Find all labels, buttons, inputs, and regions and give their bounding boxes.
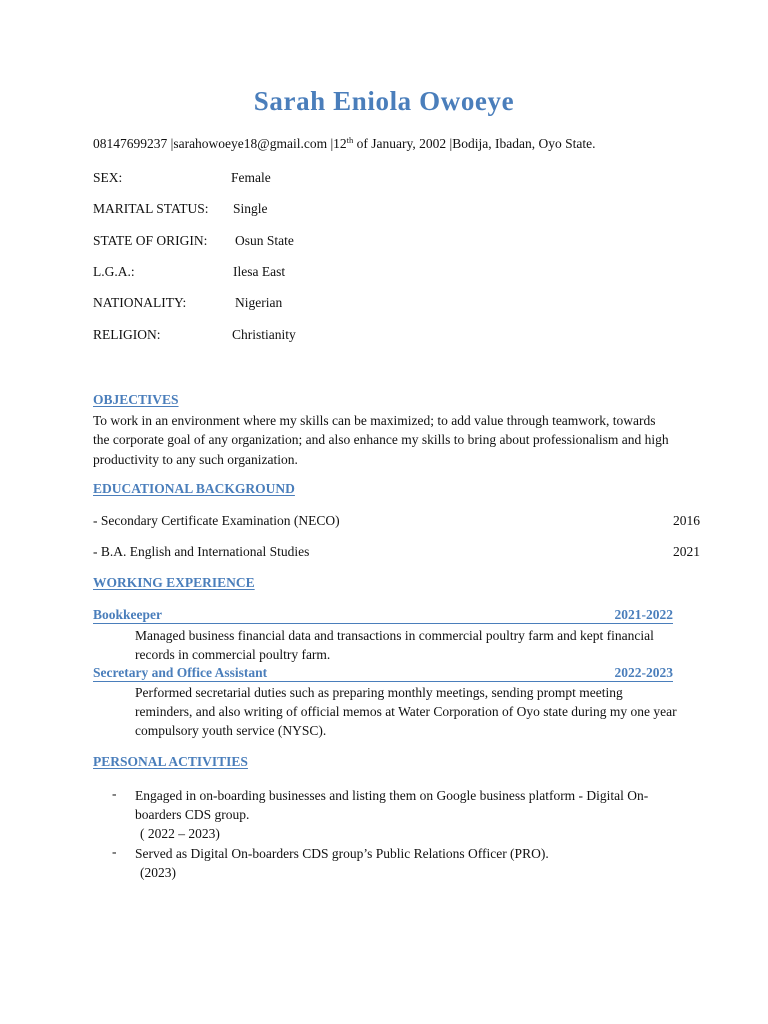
job-header	[93, 606, 673, 624]
date-ordinal-suffix: th	[346, 135, 354, 145]
info-label: STATE OF ORIGIN:	[93, 233, 208, 248]
job-description: Performed secretarial duties such as preparing monthly meetings, sending prompt meeting reminders, and also writing of official memos at Water Corporation of Oyo state during my one year compulsory youth service (NYSC).	[135, 685, 677, 739]
job-header	[93, 664, 673, 682]
bullet-dash: -	[112, 786, 117, 801]
info-label: MARITAL STATUS:	[93, 201, 209, 216]
info-value: Nigerian	[235, 295, 283, 310]
info-label: NATIONALITY:	[93, 295, 187, 310]
education-qualification: - B.A. English and International Studies	[93, 544, 310, 559]
contact-line	[93, 136, 595, 152]
education-year: 2021	[673, 544, 700, 559]
info-label: RELIGION:	[93, 327, 161, 342]
activities-heading: PERSONAL ACTIVITIES	[93, 754, 248, 769]
job-description: Managed business financial data and transactions in commercial poultry farm and kept financial records in commercial poultry farm.	[135, 628, 654, 663]
activity-item	[135, 786, 675, 844]
activity-period: (2023)	[140, 865, 176, 881]
contact-date-address: of January, 2002 |Bodija, Ibadan, Oyo State.	[353, 136, 596, 151]
experience-heading: WORKING EXPERIENCE	[93, 575, 255, 590]
activity-text: Engaged in on-boarding businesses and listing them on Google business platform - Digital On-boarders CDS group.	[135, 788, 649, 823]
objectives-heading: OBJECTIVES	[93, 392, 179, 407]
education-item	[93, 544, 700, 560]
objectives-text: To work in an environment where my skills can be maximized; to add value through teamwork, towards the corporate goal of any organization; and also enhance my skills to bring about professionalism and high productivity to any such organization.	[93, 413, 669, 467]
info-value: Single	[233, 201, 268, 216]
bullet-dash: -	[112, 844, 117, 859]
job-title: Bookkeeper	[93, 607, 162, 622]
education-heading: EDUCATIONAL BACKGROUND	[93, 481, 295, 496]
info-value: Christianity	[232, 327, 296, 342]
info-value: Ilesa East	[233, 264, 286, 279]
education-qualification: - Secondary Certificate Examination (NECO)	[93, 513, 340, 528]
education-year: 2016	[673, 513, 700, 528]
candidate-name: Sarah Eniola Owoeye	[253, 86, 515, 116]
info-label: L.G.A.:	[93, 264, 135, 279]
info-value: Osun State	[235, 233, 294, 248]
contact-details: 08147699237 |sarahowoeye18@gmail.com |12	[93, 136, 347, 151]
job-title: Secretary and Office Assistant	[93, 665, 268, 680]
job-years: 2021-2022	[614, 607, 673, 622]
activity-period: ( 2022 – 2023)	[140, 826, 220, 842]
education-item	[93, 513, 700, 529]
job-years: 2022-2023	[614, 665, 673, 680]
activity-text: Served as Digital On-boarders CDS group’s Public Relations Officer (PRO).	[135, 846, 549, 861]
info-value: Female	[231, 170, 271, 185]
info-label: SEX:	[93, 170, 123, 185]
activity-item	[135, 844, 675, 882]
